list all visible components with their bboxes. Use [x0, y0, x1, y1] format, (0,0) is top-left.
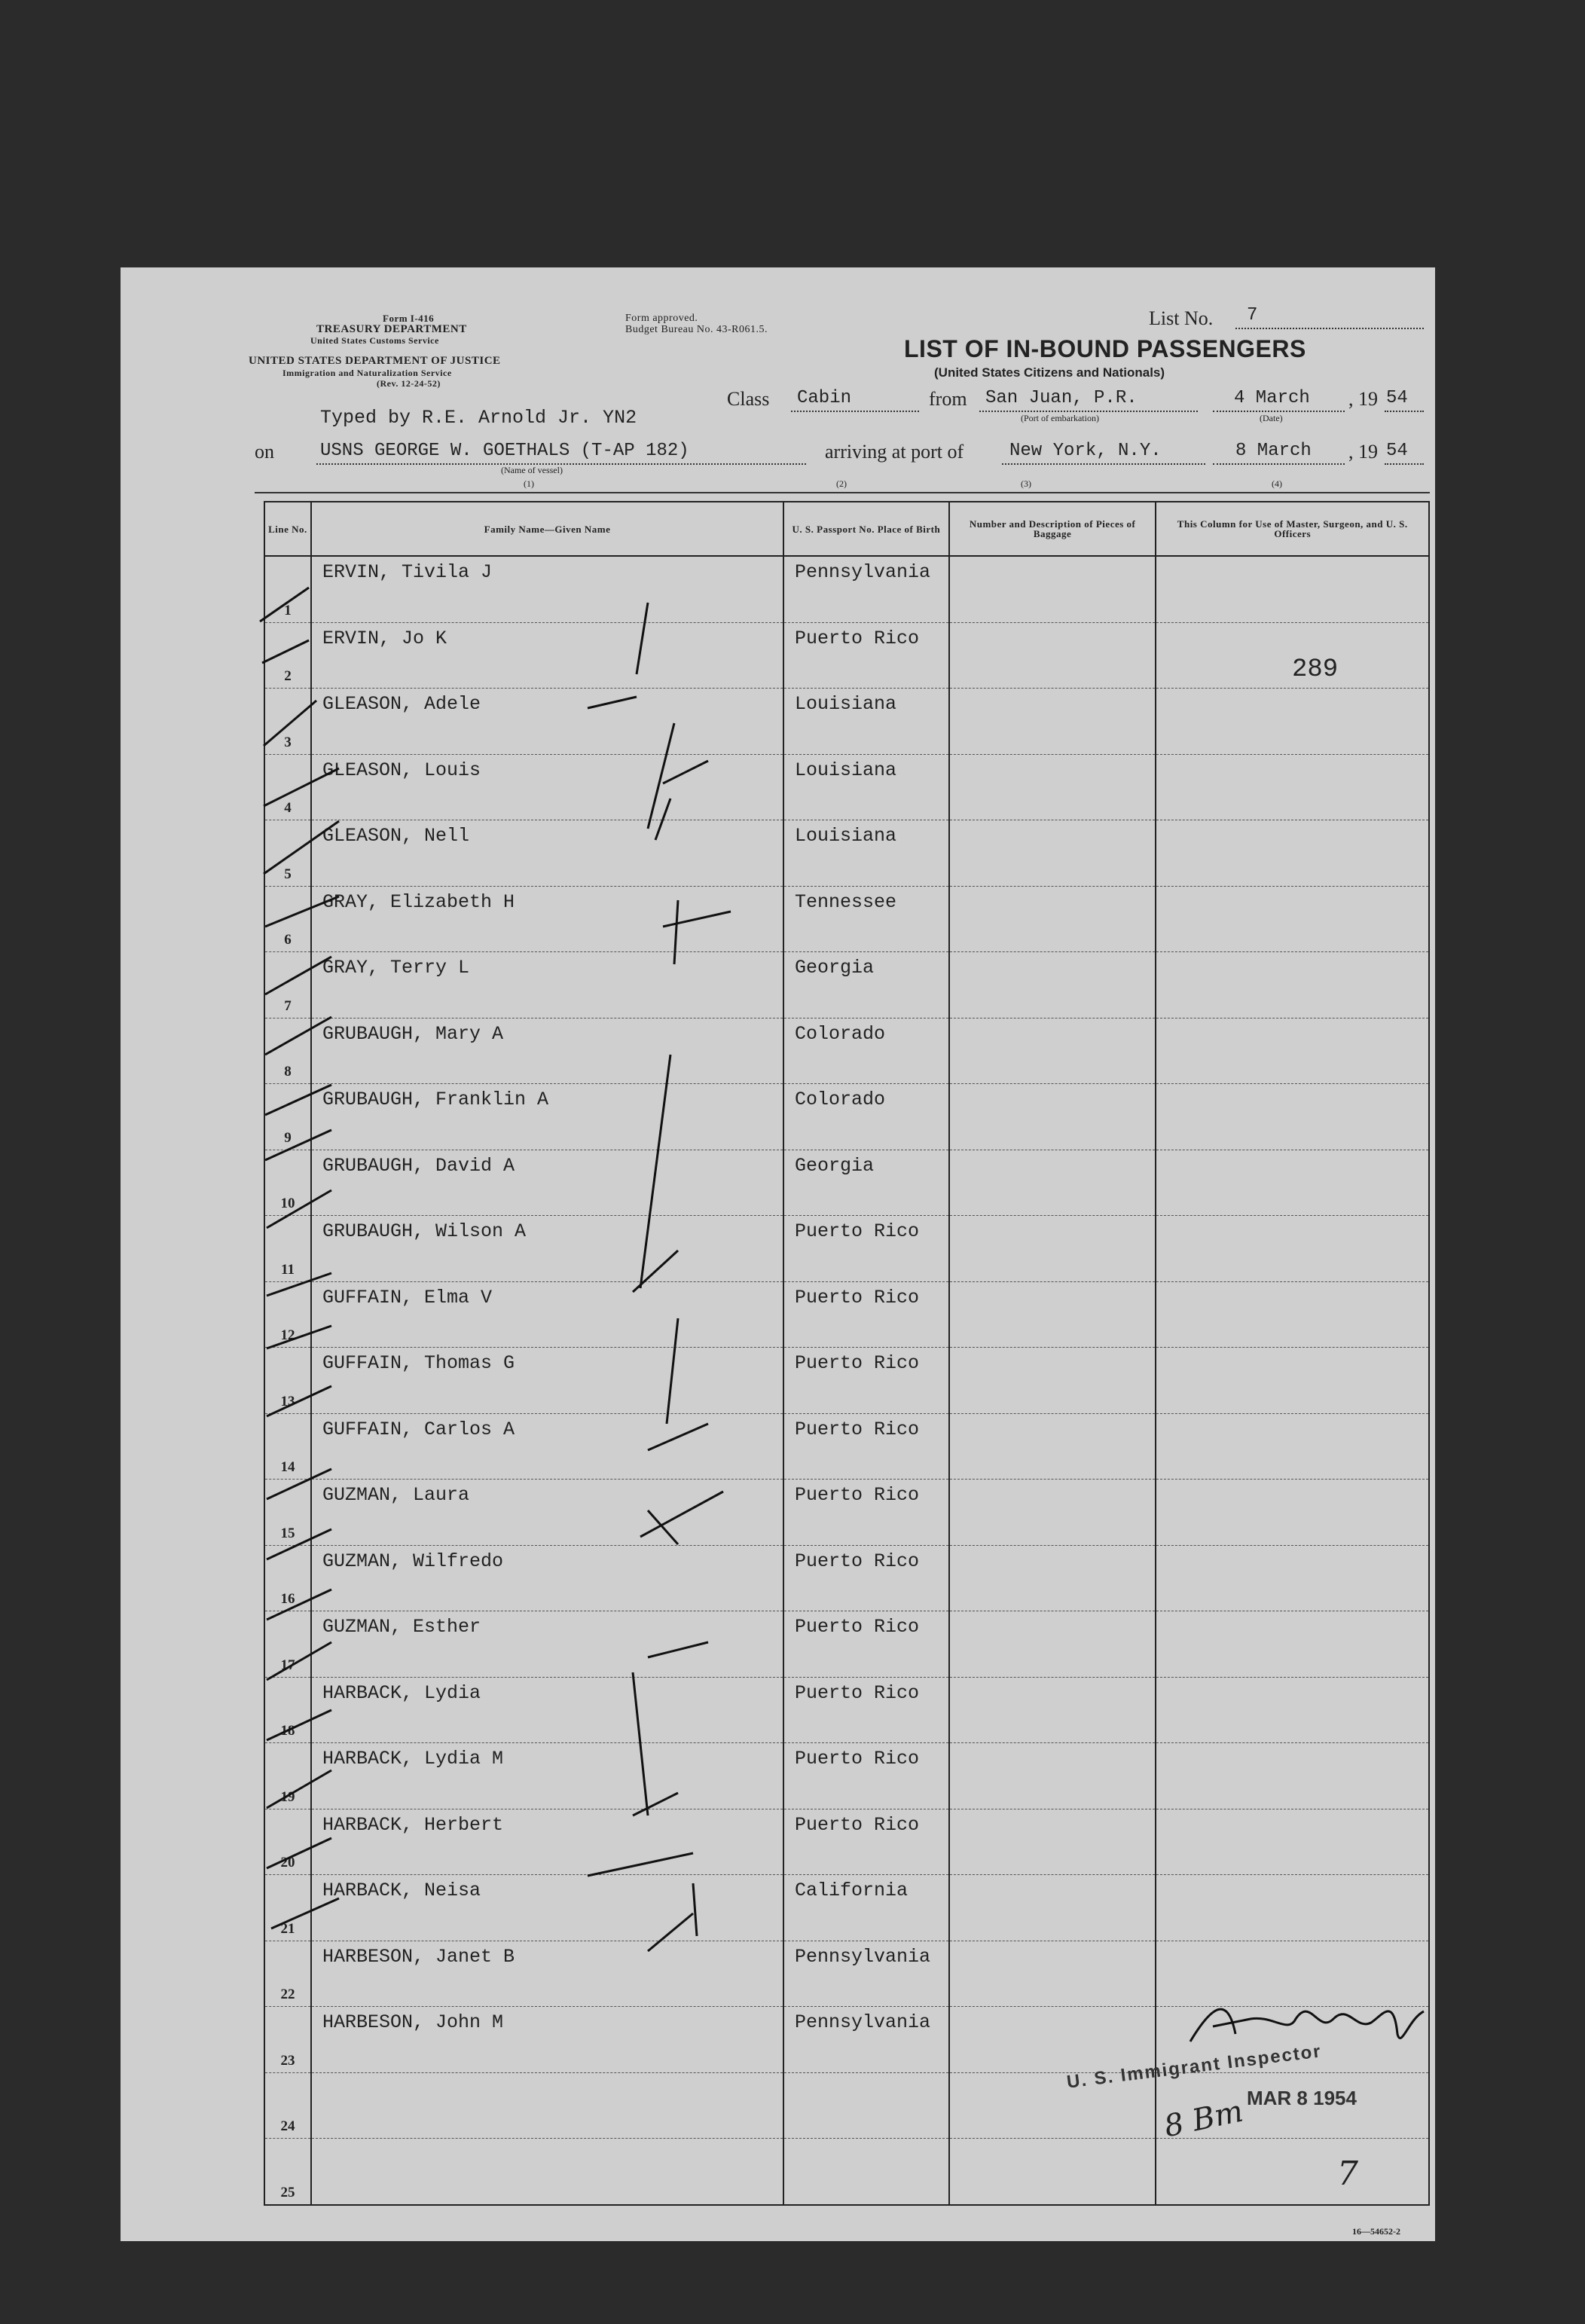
vessel-field [316, 441, 806, 465]
col-num-1: (1) [524, 478, 534, 489]
name-cell [311, 2139, 783, 2205]
check-marks [256, 573, 799, 2064]
officers-cell [1156, 1084, 1429, 1150]
on-label: on [255, 441, 274, 463]
officers-cell [1156, 1413, 1429, 1480]
passenger-name: GRUBAUGH, Franklin A [322, 1089, 549, 1110]
baggage-cell [949, 1743, 1156, 1809]
birth-cell [783, 952, 949, 1018]
budget-bureau: Budget Bureau No. 43-R061.5. [625, 324, 768, 335]
baggage-cell [949, 1809, 1156, 1875]
birth-cell [783, 1545, 949, 1611]
line-number: 4 [284, 800, 292, 816]
arrival-date-field [1213, 441, 1345, 465]
col-header-passport: U. S. Passport No. Place of Birth [783, 502, 949, 556]
line-number: 17 [280, 1657, 295, 1673]
place-of-birth: Puerto Rico [795, 1748, 920, 1770]
baggage-cell [949, 689, 1156, 755]
typed-by: Typed by R.E. Arnold Jr. YN2 [320, 407, 637, 429]
place-of-birth: Puerto Rico [795, 1813, 920, 1836]
officers-cell [1156, 1018, 1429, 1084]
officers-cell [1156, 820, 1429, 887]
officers-cell [1156, 1611, 1429, 1678]
inspector-stamp: U. S. Immigrant Inspector [1065, 2041, 1324, 2093]
place-of-birth: Puerto Rico [795, 1286, 920, 1309]
passenger-name: GUZMAN, Laura [322, 1484, 469, 1506]
place-of-birth: Tennessee [795, 890, 897, 913]
birth-cell [783, 1743, 949, 1809]
page-mark: 7 [1337, 2155, 1358, 2193]
passenger-name: GRUBAUGH, Wilson A [322, 1220, 526, 1242]
line-number: 7 [284, 997, 292, 1014]
birth-cell [783, 2139, 949, 2205]
col-header-name: Family Name—Given Name [311, 502, 783, 556]
place-of-birth: Puerto Rico [795, 1681, 920, 1704]
arrival-port-field [1002, 441, 1205, 465]
line-number: 8 [284, 1064, 292, 1080]
birth-cell [783, 2072, 949, 2139]
table-row [264, 2139, 1429, 2205]
passenger-name: GLEASON, Nell [322, 825, 469, 847]
from-caption: (Port of embarkation) [1021, 413, 1099, 423]
birth-cell [783, 1677, 949, 1743]
birth-cell [783, 622, 949, 689]
line-number: 25 [280, 2184, 295, 2200]
baggage-cell [949, 1084, 1156, 1150]
line-number: 21 [280, 1920, 295, 1937]
depart-year: 54 [1386, 388, 1408, 408]
col-num-3: (3) [1021, 478, 1031, 489]
birth-cell [783, 1413, 949, 1480]
officers-cell [1156, 1809, 1429, 1875]
line-number: 12 [280, 1327, 295, 1343]
col-header-line: Line No. [264, 502, 311, 556]
line-cell [264, 2139, 311, 2205]
col-header-officers: This Column for Use of Master, Surgeon, and U. S. Officers [1156, 502, 1429, 556]
baggage-cell [949, 556, 1156, 622]
baggage-cell [949, 2139, 1156, 2205]
passenger-name: HARBACK, Lydia M [322, 1748, 503, 1770]
birth-cell [783, 1941, 949, 2007]
place-of-birth: Pennsylvania [795, 1945, 931, 1968]
date-caption: (Date) [1260, 413, 1283, 423]
from-value: San Juan, P.R. [985, 388, 1138, 408]
officers-cell [1156, 1348, 1429, 1414]
ins-service: Immigration and Naturalization Service [282, 368, 452, 378]
class-value: Cabin [797, 388, 852, 408]
line-number: 24 [280, 2118, 295, 2134]
passenger-name: GUZMAN, Esther [322, 1616, 481, 1638]
officers-cell [1156, 1216, 1429, 1282]
line-number: 16 [280, 1591, 295, 1607]
baggage-cell [949, 1875, 1156, 1941]
page-title: LIST OF IN-BOUND PASSENGERS [904, 335, 1306, 362]
vessel-caption: (Name of vessel) [501, 465, 563, 475]
passenger-name: HARBACK, Lydia [322, 1681, 481, 1704]
line-number: 2 [284, 668, 292, 684]
baggage-cell [949, 1348, 1156, 1414]
from-label: from [929, 388, 967, 410]
birth-cell [783, 1875, 949, 1941]
footer-code: 16—54652-2 [1352, 2226, 1400, 2237]
baggage-cell [949, 1281, 1156, 1348]
place-of-birth: Louisiana [795, 693, 897, 715]
passenger-name: GUFFAIN, Thomas G [322, 1352, 515, 1374]
birth-cell [783, 1281, 949, 1348]
stamp-date: MAR 8 1954 [1247, 2087, 1357, 2109]
place-of-birth: Puerto Rico [795, 1484, 920, 1506]
form-approved: Form approved. [625, 313, 698, 324]
place-of-birth: Colorado [795, 1089, 886, 1110]
birth-cell [783, 2007, 949, 2073]
birth-cell [783, 886, 949, 952]
place-of-birth: Louisiana [795, 825, 897, 847]
passenger-name: GLEASON, Adele [322, 693, 481, 715]
name-cell [311, 2072, 783, 2139]
line-number: 1 [284, 602, 292, 618]
depart-year-field [1385, 388, 1424, 412]
passenger-name: GRAY, Terry L [322, 957, 469, 979]
passenger-name: HARBESON, John M [322, 2011, 503, 2033]
depart-year-prefix: , 19 [1348, 388, 1378, 410]
officers-cell [1156, 1150, 1429, 1216]
col-num-4: (4) [1272, 478, 1282, 489]
officers-cell [1156, 1480, 1429, 1546]
treasury-dept: TREASURY DEPARTMENT [316, 323, 467, 335]
passenger-name: HARBACK, Herbert [322, 1813, 503, 1836]
passenger-name: GUFFAIN, Carlos A [322, 1418, 515, 1440]
birth-cell [783, 1018, 949, 1084]
baggage-cell [949, 1216, 1156, 1282]
birth-cell [783, 820, 949, 887]
place-of-birth: Georgia [795, 1154, 875, 1177]
officers-cell [1156, 1743, 1429, 1809]
passenger-name: GRUBAUGH, Mary A [322, 1022, 503, 1045]
place-of-birth: Louisiana [795, 759, 897, 781]
line-number: 13 [280, 1393, 295, 1409]
baggage-cell [949, 1941, 1156, 2007]
form-revision: (Rev. 12-24-52) [377, 378, 441, 389]
officers-cell [1156, 1677, 1429, 1743]
birth-cell [783, 1084, 949, 1150]
place-of-birth: Puerto Rico [795, 1550, 920, 1572]
birth-cell [783, 1150, 949, 1216]
officers-cell [1156, 952, 1429, 1018]
line-number: 11 [281, 1261, 295, 1278]
place-of-birth: Puerto Rico [795, 1220, 920, 1242]
passenger-name: HARBACK, Neisa [322, 1880, 481, 1901]
baggage-cell [949, 820, 1156, 887]
page-subtitle: (United States Citizens and Nationals) [934, 365, 1165, 380]
place-of-birth: Puerto Rico [795, 1352, 920, 1374]
arrival-year: 54 [1386, 441, 1408, 461]
passenger-name: HARBESON, Janet B [322, 1945, 515, 1968]
customs-service: United States Customs Service [310, 335, 439, 346]
officers-cell [1156, 754, 1429, 820]
birth-cell [783, 1348, 949, 1414]
officers-cell [1156, 556, 1429, 622]
line-number: 20 [280, 1855, 295, 1870]
list-no: 7 [1247, 305, 1258, 325]
place-of-birth: Puerto Rico [795, 1616, 920, 1638]
line-number: 9 [284, 1129, 292, 1146]
place-of-birth: Colorado [795, 1022, 886, 1045]
officers-cell [1156, 2139, 1429, 2205]
justice-dept: UNITED STATES DEPARTMENT OF JUSTICE [249, 355, 501, 367]
officers-cell [1156, 1875, 1429, 1941]
line-number: 10 [280, 1196, 295, 1211]
officers-cell [1156, 689, 1429, 755]
depart-date: 4 March [1234, 388, 1310, 408]
birth-cell [783, 1809, 949, 1875]
birth-cell [783, 556, 949, 622]
officers-cell [1156, 886, 1429, 952]
header-rule [255, 492, 1430, 493]
officers-cell [1156, 1545, 1429, 1611]
line-number: 5 [284, 866, 292, 882]
count-annotation: 289 [1292, 655, 1339, 684]
from-field [979, 388, 1198, 412]
line-number: 18 [280, 1723, 295, 1739]
line-number: 22 [280, 1987, 295, 2002]
baggage-cell [949, 1545, 1156, 1611]
baggage-cell [949, 754, 1156, 820]
baggage-cell [949, 1150, 1156, 1216]
officers-cell [1156, 1281, 1429, 1348]
passenger-name: GRAY, Elizabeth H [322, 890, 515, 913]
passenger-name: ERVIN, Jo K [322, 627, 447, 649]
baggage-cell [949, 1611, 1156, 1678]
baggage-cell [949, 1480, 1156, 1546]
birth-cell [783, 1480, 949, 1546]
line-number: 19 [280, 1788, 295, 1805]
line-number: 14 [280, 1459, 295, 1475]
place-of-birth: Puerto Rico [795, 1418, 920, 1440]
list-no-value [1235, 305, 1424, 329]
place-of-birth: Puerto Rico [795, 627, 920, 649]
arrival-year-prefix: , 19 [1348, 441, 1378, 463]
baggage-cell [949, 1018, 1156, 1084]
handwritten-initials: 8 Bm [1161, 2093, 1247, 2145]
passenger-name: ERVIN, Tivila J [322, 561, 492, 583]
birth-cell [783, 754, 949, 820]
birth-cell [783, 689, 949, 755]
place-of-birth: Pennsylvania [795, 2011, 931, 2033]
arrival-year-field [1385, 441, 1424, 465]
passenger-name: GUZMAN, Wilfredo [322, 1550, 503, 1572]
baggage-cell [949, 886, 1156, 952]
line-number: 15 [280, 1525, 295, 1541]
class-field [791, 388, 919, 412]
class-label: Class [727, 388, 770, 410]
baggage-cell [949, 622, 1156, 689]
passenger-name: GUFFAIN, Elma V [322, 1286, 492, 1309]
baggage-cell [949, 1413, 1156, 1480]
arriving-label: arriving at port of [825, 441, 964, 463]
line-number: 6 [284, 932, 292, 948]
list-no-label: List No. [1149, 307, 1214, 329]
line-cell [264, 2072, 311, 2139]
passenger-name: GRUBAUGH, David A [322, 1154, 515, 1177]
passenger-name: GLEASON, Louis [322, 759, 481, 781]
place-of-birth: Pennsylvania [795, 561, 931, 583]
inspector-signature [1183, 1989, 1431, 2057]
place-of-birth: California [795, 1880, 909, 1901]
vessel-name: USNS GEORGE W. GOETHALS (T-AP 182) [320, 441, 689, 461]
arrival-port: New York, N.Y. [1009, 441, 1162, 461]
col-num-2: (2) [836, 478, 847, 489]
line-number: 23 [280, 2052, 295, 2069]
col-header-baggage: Number and Description of Pieces of Baggage [949, 502, 1156, 556]
place-of-birth: Georgia [795, 957, 875, 979]
arrival-date: 8 March [1235, 441, 1312, 461]
depart-date-field [1213, 388, 1345, 412]
baggage-cell [949, 1677, 1156, 1743]
baggage-cell [949, 952, 1156, 1018]
form-number: Form I-416 [383, 313, 435, 324]
baggage-cell [949, 2007, 1156, 2073]
line-number: 3 [284, 734, 292, 750]
birth-cell [783, 1216, 949, 1282]
birth-cell [783, 1611, 949, 1678]
